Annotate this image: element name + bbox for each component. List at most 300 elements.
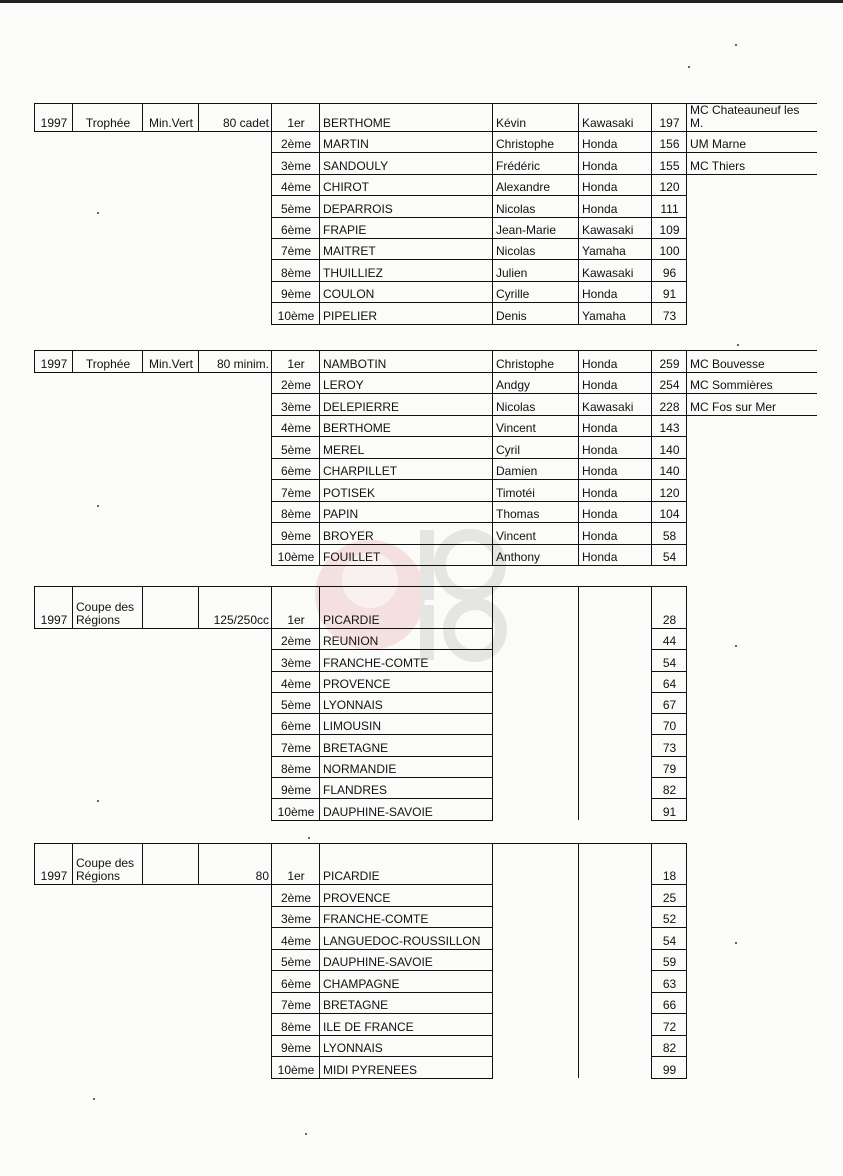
scan-speck [97,212,99,214]
empty-cell [199,650,272,671]
table-row [35,372,817,394]
empty-cell [199,778,272,799]
scan-speck [305,1133,307,1135]
empty-cell [493,906,579,928]
empty-cell [143,692,199,713]
empty-cell [493,928,579,950]
empty-cell [143,544,199,566]
place-cell: 6ème [272,458,320,480]
empty-cell [35,1057,73,1079]
place-cell: 3ème [272,650,320,671]
place-cell: 3ème [272,906,320,928]
empty-cell [579,714,652,735]
club-cell [687,437,817,459]
table-row [35,415,817,437]
empty-cell [73,971,143,993]
points-cell: 140 [652,458,687,480]
empty-cell [199,906,272,928]
points-cell: 66 [652,992,687,1014]
points-cell: 70 [652,714,687,735]
empty-cell [73,372,143,394]
firstname-cell: Julien [493,260,579,281]
empty-cell [199,153,272,174]
points-cell: 111 [652,196,687,217]
empty-cell [143,394,199,416]
table-row [35,714,817,735]
place-cell: 7ème [272,992,320,1014]
points-cell: 18 [652,844,687,885]
event-cell: Trophée [73,104,143,132]
category-cell: Min.Vert [143,104,199,132]
empty-cell [35,906,73,928]
scan-speck [735,942,737,944]
name-cell: FLANDRES [320,778,493,799]
empty-cell [73,799,143,820]
empty-cell [579,992,652,1014]
bike-cell: Kawasaki [579,394,652,416]
name-cell: REUNION [320,629,493,650]
place-cell: 4ème [272,671,320,692]
table-row [35,174,817,195]
name-cell: BROYER [320,523,493,545]
empty-cell [493,714,579,735]
table-row [35,949,817,971]
empty-cell [143,281,199,302]
empty-cell [493,650,579,671]
empty-cell [143,1035,199,1057]
year-cell: 1997 [35,104,73,132]
points-cell: 104 [652,501,687,523]
name-cell: FRAPIE [320,217,493,238]
name-cell: BERTHOME [320,104,493,132]
empty-cell [493,1035,579,1057]
empty-cell [199,885,272,907]
name-cell: PAPIN [320,501,493,523]
empty-cell [35,949,73,971]
empty-cell [35,756,73,777]
place-cell: 10ème [272,303,320,324]
empty-cell [35,885,73,907]
empty-cell [143,153,199,174]
points-cell: 140 [652,437,687,459]
place-cell: 3ème [272,394,320,416]
firstname-cell: Vincent [493,523,579,545]
club-cell [687,260,817,281]
empty-cell [579,971,652,993]
empty-cell [73,992,143,1014]
empty-cell [143,928,199,950]
name-cell: LEROY [320,372,493,394]
empty-cell [579,671,652,692]
empty-cell [143,372,199,394]
empty-cell [35,671,73,692]
empty-cell [579,1035,652,1057]
empty-cell [199,480,272,502]
name-cell: DAUPHINE-SAVOIE [320,949,493,971]
empty-cell [687,928,817,950]
bike-cell: Honda [579,544,652,566]
empty-cell [35,415,73,437]
empty-cell [35,778,73,799]
empty-cell [73,132,143,153]
table-row [35,394,817,416]
year-cell: 1997 [35,844,73,885]
bike-cell: Honda [579,372,652,394]
points-cell: 156 [652,132,687,153]
place-cell: 5ème [272,692,320,713]
place-cell: 6ème [272,971,320,993]
empty-cell [199,394,272,416]
firstname-cell: Frédéric [493,153,579,174]
points-cell: 64 [652,671,687,692]
empty-cell [687,756,817,777]
table-row [35,153,817,174]
place-cell: 10ème [272,1057,320,1079]
points-cell: 143 [652,415,687,437]
empty-cell [579,629,652,650]
firstname-cell: Alexandre [493,174,579,195]
empty-cell [73,885,143,907]
empty-cell [73,714,143,735]
empty-cell [73,281,143,302]
name-cell: MIDI PYRENEES [320,1057,493,1079]
name-cell: ILE DE FRANCE [320,1014,493,1036]
points-cell: 28 [652,587,687,629]
points-cell: 99 [652,1057,687,1079]
empty-cell [143,756,199,777]
place-cell: 8ème [272,756,320,777]
table-row [35,1057,817,1079]
empty-cell [73,906,143,928]
year-cell: 1997 [35,351,73,373]
place-cell: 9ème [272,1035,320,1057]
empty-cell [199,544,272,566]
empty-cell [199,1014,272,1036]
table-row [35,196,817,217]
empty-cell [73,260,143,281]
empty-cell [199,458,272,480]
place-cell: 3ème [272,153,320,174]
bike-cell: Honda [579,437,652,459]
place-cell: 4ème [272,415,320,437]
bike-cell: Kawasaki [579,260,652,281]
club-cell [687,501,817,523]
empty-cell [73,650,143,671]
scan-speck [735,44,737,46]
empty-cell [687,799,817,820]
empty-cell [35,714,73,735]
table-row [35,906,817,928]
empty-cell [143,906,199,928]
scan-speck [93,1098,95,1100]
points-cell: 79 [652,756,687,777]
points-cell: 52 [652,906,687,928]
empty-cell [73,153,143,174]
firstname-cell: Nicolas [493,394,579,416]
club-cell [687,458,817,480]
empty-cell [579,799,652,820]
empty-cell [73,415,143,437]
place-cell: 1er [272,844,320,885]
firstname-cell: Christophe [493,132,579,153]
empty-cell [579,1014,652,1036]
empty-cell [73,735,143,756]
table-row [35,281,817,302]
name-cell: BERTHOME [320,415,493,437]
empty-cell [143,971,199,993]
empty-cell [579,906,652,928]
name-cell: MAITRET [320,238,493,259]
bike-cell: Honda [579,153,652,174]
club-cell [687,281,817,302]
place-cell: 7ème [272,238,320,259]
empty-cell [579,692,652,713]
table-row [35,238,817,259]
points-cell: 63 [652,971,687,993]
table-row [35,217,817,238]
firstname-cell: Thomas [493,501,579,523]
bike-cell: Honda [579,174,652,195]
table-row [35,437,817,459]
empty-cell [143,629,199,650]
firstname-cell: Damien [493,458,579,480]
empty-cell [143,992,199,1014]
points-cell: 228 [652,394,687,416]
name-cell: FOUILLET [320,544,493,566]
place-cell: 9ème [272,281,320,302]
points-cell: 73 [652,735,687,756]
firstname-cell: Vincent [493,415,579,437]
empty-cell [73,1014,143,1036]
bike-cell: Yamaha [579,303,652,324]
empty-cell [35,992,73,1014]
empty-cell [687,906,817,928]
empty-cell [199,799,272,820]
empty-cell [493,1014,579,1036]
points-cell: 254 [652,372,687,394]
place-cell: 5ème [272,196,320,217]
points-cell: 100 [652,238,687,259]
empty-cell [687,714,817,735]
empty-cell [143,671,199,692]
empty-cell [35,174,73,195]
empty-cell [143,217,199,238]
table-row [35,799,817,820]
empty-cell [35,238,73,259]
name-cell: MEREL [320,437,493,459]
scan-speck [688,66,690,68]
firstname-cell: Anthony [493,544,579,566]
empty-cell [199,1057,272,1079]
year-cell: 1997 [35,587,73,629]
table-row [35,650,817,671]
empty-cell [73,480,143,502]
place-cell: 5ème [272,437,320,459]
table-row [35,928,817,950]
empty-cell [493,756,579,777]
firstname-cell: Cyrille [493,281,579,302]
firstname-cell: Nicolas [493,196,579,217]
empty-cell [199,714,272,735]
table-row [35,544,817,566]
empty-cell [35,458,73,480]
empty-cell [687,885,817,907]
empty-cell [143,949,199,971]
table-row [35,992,817,1014]
points-cell: 82 [652,1035,687,1057]
empty-cell [493,629,579,650]
empty-cell [35,629,73,650]
table-row [35,260,817,281]
empty-cell [199,372,272,394]
empty-cell [35,153,73,174]
category-cell [143,844,199,885]
empty-cell [199,281,272,302]
empty-cell [73,928,143,950]
table-row [35,692,817,713]
empty-cell [35,544,73,566]
empty-cell [579,949,652,971]
empty-cell [35,196,73,217]
empty-cell [73,949,143,971]
table-row [35,735,817,756]
empty-cell [579,650,652,671]
table-row [35,756,817,777]
empty-cell [73,629,143,650]
empty-cell [35,437,73,459]
name-cell: DAUPHINE-SAVOIE [320,799,493,820]
place-cell: 1er [272,587,320,629]
table-row [35,1014,817,1036]
points-cell: 120 [652,480,687,502]
table-row [35,885,817,907]
empty-cell [579,928,652,950]
empty-cell [199,303,272,324]
empty-cell [35,735,73,756]
points-cell: 44 [652,629,687,650]
points-cell: 54 [652,650,687,671]
bike-cell: Honda [579,480,652,502]
name-cell: THUILLIEZ [320,260,493,281]
empty-cell [493,971,579,993]
points-cell: 91 [652,281,687,302]
empty-cell [143,415,199,437]
place-cell: 10ème [272,799,320,820]
empty-cell [199,1035,272,1057]
empty-cell [73,437,143,459]
empty-cell [493,778,579,799]
table-row [35,587,817,629]
name-cell: PICARDIE [320,587,493,629]
bike-cell: Honda [579,196,652,217]
empty-cell [579,735,652,756]
points-cell: 73 [652,303,687,324]
category-cell [143,587,199,629]
bike-cell: Honda [579,458,652,480]
points-cell: 59 [652,949,687,971]
place-cell: 4ème [272,928,320,950]
name-cell: LIMOUSIN [320,714,493,735]
place-cell: 2ème [272,629,320,650]
name-cell: NAMBOTIN [320,351,493,373]
empty-cell [73,217,143,238]
empty-cell [35,394,73,416]
points-cell: 197 [652,104,687,132]
class-cell: 80 cadet [199,104,272,132]
empty-cell [35,303,73,324]
club-cell [687,415,817,437]
table-row [35,629,817,650]
name-cell: DEPARROIS [320,196,493,217]
firstname-cell: Nicolas [493,238,579,259]
points-cell: 54 [652,928,687,950]
empty-cell [73,1035,143,1057]
empty-cell [73,394,143,416]
empty-cell [493,1057,579,1079]
empty-cell [143,523,199,545]
empty-cell [687,844,817,885]
empty-cell [73,671,143,692]
bike-cell: Honda [579,281,652,302]
empty-cell [143,501,199,523]
place-cell: 8ème [272,260,320,281]
table-row [35,501,817,523]
empty-cell [35,650,73,671]
event-cell: Trophée [73,351,143,373]
empty-cell [143,1014,199,1036]
empty-cell [199,260,272,281]
table-row [35,458,817,480]
empty-cell [687,735,817,756]
empty-cell [199,196,272,217]
bike-cell: Honda [579,132,652,153]
empty-cell [687,1014,817,1036]
class-cell: 80 minim. [199,351,272,373]
table-row [35,971,817,993]
empty-cell [35,217,73,238]
name-cell: LYONNAIS [320,692,493,713]
points-cell: 72 [652,1014,687,1036]
points-cell: 259 [652,351,687,373]
empty-cell [687,629,817,650]
empty-cell [143,650,199,671]
empty-cell [493,885,579,907]
empty-cell [35,1035,73,1057]
empty-cell [199,132,272,153]
empty-cell [73,174,143,195]
club-cell [687,238,817,259]
empty-cell [687,992,817,1014]
empty-cell [199,217,272,238]
points-cell: 155 [652,153,687,174]
table-row [35,351,817,373]
empty-cell [493,992,579,1014]
empty-cell [199,501,272,523]
empty-cell [73,778,143,799]
empty-cell [35,523,73,545]
empty-cell [143,799,199,820]
bike-cell: Honda [579,415,652,437]
points-cell: 25 [652,885,687,907]
empty-cell [73,303,143,324]
club-cell: MC Bouvesse [687,351,817,373]
table-row [35,104,817,132]
name-cell: LYONNAIS [320,1035,493,1057]
name-cell: MARTIN [320,132,493,153]
event-cell: Coupe des Régions [73,587,143,629]
empty-cell [143,735,199,756]
points-cell: 91 [652,799,687,820]
